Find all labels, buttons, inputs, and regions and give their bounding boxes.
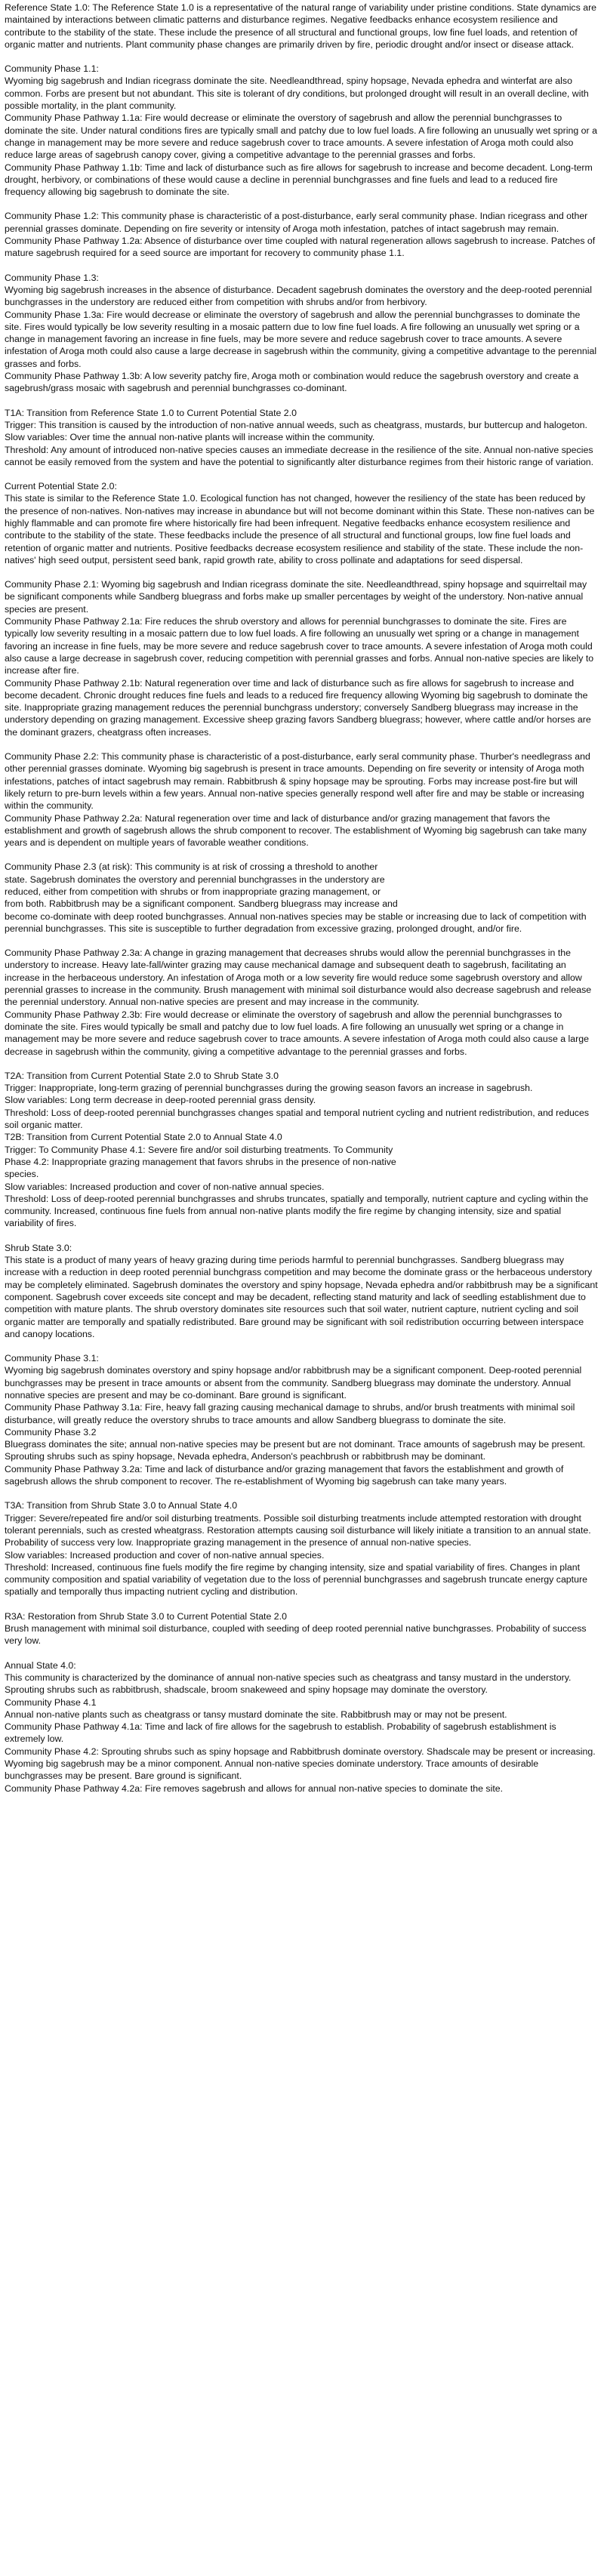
text-line: Reference State 1.0: The Reference State 1.0 is a representative of the natural range of variability under pristine conditions. State dynamics are maintained by interactions between climatic patterns and disturbance regimes. Negative feedbacks enhance ecosystem resilience and contribute to the stability of the state. These include the presence of all structural and functional groups, low fine fuel loads, and retention of organic matter and nutrients. Plant community phase changes are primarily driven by fire, periodic drought and/or insect or disease attack. xyxy=(5,2,597,50)
text-line: This community is characterized by the dominance of annual non-native species such as cheatgrass and tansy mustard in the understory. Sprouting shrubs such as rabbitbrush, shadscale, broom snakeweed and spiny hopsage may dominate the overstory. xyxy=(5,1672,572,1696)
text-line: Community Phase 4.2: Sprouting shrubs such as spiny hopsage and Rabbitbrush dominate overstory. Shadscale may be present or increasing. Wyoming big sagebrush may be a minor component. Annual non-native species dominate understory. Trace amounts of desirable bunchgrasses may be present. Bare ground is significant. xyxy=(5,1746,596,1782)
text-line: Community Phase 1.2: This community phase is characteristic of a post-disturbance, early seral community phase. Indian ricegrass and other perennial grasses dominate. Depending on fire severity or intensity of Aroga moth infestation, patches of intact sagebrush may remain. xyxy=(5,211,588,234)
section-block xyxy=(5,1242,598,1340)
text-line: Slow variables: Increased production and cover of non-native annual species. xyxy=(5,1549,325,1561)
text-line: Community Phase Pathway 1.2a: Absence of disturbance over time coupled with natural regeneration allows sagebrush to increase. Patches of mature sagebrush required for a seed source are important for recovery to community phase 1.1. xyxy=(5,236,596,259)
text-line: Wyoming big sagebrush dominates overstory and spiny hopsage and/or rabbitbrush may be a significant component. Deep-rooted perennial bunchgrasses may be present in trace amounts or absent from the community. Sandberg bluegrass may dominate the understory. Annual nonnative species are present and may be co-dominant. Bare ground is significant. xyxy=(5,1365,582,1400)
text-line: Community Phase Pathway 2.3b: Fire would decrease or eliminate the overstory of sagebrush and allow the perennial bunchgrasses to dominate the site. Fires would typically be small and patchy due to low fuel loads. A fire following an unusually wet spring or a change in management may be more severe and reduce sagebrush cover to trace amounts. A severe infestation of Aroga moth could also cause a large decrease in sagebrush within the community, giving a competitive advantage to the perennial grasses and forbs. xyxy=(5,1009,589,1057)
section-block xyxy=(5,2,598,51)
section-block xyxy=(5,750,598,849)
text-line: Annual State 4.0: xyxy=(5,1659,76,1671)
text-line: Community Phase 1.3: xyxy=(5,272,99,283)
text-line: from both. Rabbitbrush may be a significant component. Sandberg bluegrass may increase and xyxy=(5,898,398,910)
section-block xyxy=(5,861,598,935)
text-line: Threshold: Loss of deep-rooted perennial bunchgrasses changes spatial and temporal nutrient cycling and nutrient redistribution, and reduces soil organic matter. xyxy=(5,1107,590,1131)
section-block xyxy=(5,63,598,198)
section-block xyxy=(5,1070,598,1230)
text-line: Community Phase Pathway 1.1b: Time and lack of disturbance such as fire allows for sagebrush to increase and become decadent. Long-term drought, herbivory, or combinations of these would cause a decline in perennial bunchgrasses and fine fuels and lead to a reduced fire frequency allowing big sagebrush to dominate the site. xyxy=(5,162,593,198)
text-line: T2A: Transition from Current Potential State 2.0 to Shrub State 3.0 xyxy=(5,1070,279,1081)
section-block xyxy=(5,480,598,566)
text-line: Wyoming big sagebrush and Indian ricegrass dominate the site. Needleandthread, spiny hopsage, Nevada ephedra and winterfat are also common. Forbs are present but not abundant. This site is tolerant of dry conditions, but prolonged drought will result in an overall decline, with possible mortality, in the plant community. xyxy=(5,75,589,112)
section-block xyxy=(5,1610,598,1647)
text-line: Community Phase Pathway 1.1a: Fire would decrease or eliminate the overstory of sagebrush and allow the perennial bunchgrasses to dominate the site. Under natural conditions fires are typically small and patchy due to low fuel loads. A fire following an unusually wet spring or a change in management may be more severe and reduce sagebrush cover to trace amounts. A severe infestation of Aroga moth could also reduce large areas of sagebrush canopy cover, giving a competitive advantage to the perennial grasses and forbs. xyxy=(5,112,597,161)
section-block xyxy=(5,407,598,468)
text-line: species. xyxy=(5,1169,39,1180)
text-line: Community Phase Pathway 3.1a: Fire, heavy fall grazing causing mechanical damage to shrubs, and/or brush treatments with minimal soil disturbance, will greatly reduce the overstory shrubs to trace amounts and allow Sandberg bluegrass to dominate the site. xyxy=(5,1402,575,1425)
section-block xyxy=(5,578,598,738)
text-line: Community Phase 1.1: xyxy=(5,63,99,75)
text-line: Wyoming big sagebrush increases in the absence of disturbance. Decadent sagebrush dominates the overstory and the deep-rooted perennial bunchgrasses in the understory are reduced either from competition with shrubs and/or from herbivory. xyxy=(5,284,593,308)
text-line: Community Phase Pathway 2.1a: Fire reduces the shrub overstory and allows for perennial bunchgrasses to dominate the site. Fires are typically low severity resulting in a mosaic pattern due to low fuel loads. A fire following an unusually wet spring or a change in management favoring an increase in fine fuels, may be more severe and reduce sagebrush cover to trace amounts. A severe infestation of Aroga moth could also cause a large decrease in sagebrush cover, reducing competition with perennial grasses and forbs. Annual non-native species are likely to increase after fire. xyxy=(5,616,594,676)
text-line: Current Potential State 2.0: xyxy=(5,481,117,492)
text-line: Brush management with minimal soil disturbance, coupled with seeding of deep rooted perennial native bunchgrasses. Probability of success very low. xyxy=(5,1623,587,1647)
text-line: Shrub State 3.0: xyxy=(5,1242,72,1253)
text-line: T3A: Transition from Shrub State 3.0 to Annual State 4.0 xyxy=(5,1500,238,1511)
text-line: reduced, either from competition with shrubs or from inappropriate grazing management, or xyxy=(5,886,381,897)
text-line: Threshold: Loss of deep-rooted perennial bunchgrasses and shrubs truncates, spatially and temporally, nutrient capture and cycling within the community. Increased, continuous fine fuels from annual non-native plants modify the fire regime by changing intensity, size and spatial variability of fires. xyxy=(5,1193,589,1229)
text-line: state. Sagebrush dominates the overstory and perennial bunchgrasses in the understory are xyxy=(5,874,385,885)
section-block xyxy=(5,947,598,1058)
text-line: become co-dominate with deep rooted bunchgrasses. Annual non-natives species may be stable or increasing due to lack of competition with perennial bunchgrasses. This site is susceptible to further degradation from excessive grazing, prolonged drought, and/or fire. xyxy=(5,911,587,934)
text-line: T1A: Transition from Reference State 1.0 to Current Potential State 2.0 xyxy=(5,407,297,418)
text-line: Community Phase 1.3a: Fire would decrease or eliminate the overstory of sagebrush and allow the perennial bunchgrasses to dominate the site. Fires would typically be low severity resulting in a mosaic pattern due to low fine fuel loads. A fire following an unusually wet spring or a change in management favoring an increase in fine fuels, may be more severe and reduce sagebrush cover to trace amounts. A severe infestation of Aroga moth could also cause a large decrease in sagebrush within the community, giving a competitive advantage to the perennial grasses and forbs. xyxy=(5,309,597,369)
text-line: Community Phase 2.3 (at risk): This community is at risk of crossing a threshold to another xyxy=(5,861,378,873)
text-line: Slow variables: Increased production and cover of non-native annual species. xyxy=(5,1181,325,1192)
text-line: Threshold: Any amount of introduced non-native species causes an immediate decrease in the resilience of the site. Annual non-native species cannot be easily removed from the system and have the potential to significantly alter disturbance regimes from their historic range of variation. xyxy=(5,444,594,467)
text-line: Trigger: To Community Phase 4.1: Severe fire and/or soil disturbing treatments. To Community xyxy=(5,1144,393,1155)
text-line: R3A: Restoration from Shrub State 3.0 to Current Potential State 2.0 xyxy=(5,1610,287,1622)
text-line: This state is a product of many years of heavy grazing during time periods harmful to perennial bunchgrasses. Sandberg bluegrass may increase with a reduction in deep rooted perennial bunchgrass competition and may become the dominate grass or the herbaceous understory may be completely eliminated. Sagebrush dominates the overstory and spiny hopsage, Nevada ephedra and/or rabbitbrush may be a significant component. Sagebrush cover exceeds site concept and may be decadent, reflecting stand maturity and lack of seedling establishment due to competition with mature plants. The shrub overstory dominates site resources such that soil water, nutrient capture, nutrient cycling and soil organic matter are temporally and spatially redistributed. Bare ground may be significant with soil redistribution occurring between interspace and canopy locations. xyxy=(5,1255,598,1339)
section-block xyxy=(5,210,598,259)
text-line: Community Phase Pathway 2.3a: A change in grazing management that decreases shrubs would allow the perennial bunchgrasses in the understory to increase. Heavy late-fall/winter grazing may cause mechanical damage and subsequent death to sagebrush, facilitating an increase in the herbaceous understory. An infestation of Aroga moth or a low severity fire would reduce some sagebrush overstory and allow perennial grasses to increase in the community. Brush management with minimal soil disturbance would also decrease sagebrush and release the perennial understory. Annual non-native species are present and may increase in the community. xyxy=(5,948,592,1008)
text-line: Bluegrass dominates the site; annual non-native species may be present but are not dominant. Trace amounts of sagebrush may be present. Sprouting shrubs such as spiny hopsage, Nevada ephedra, Anderson's peachbrush or rabbitbrush may be dominant. xyxy=(5,1439,586,1462)
text-line: Community Phase Pathway 2.2a: Natural regeneration over time and lack of disturbance and/or grazing management that favors the establishment and growth of sagebrush allows the shrub component to recover. The establishment of Wyoming big sagebrush can take many years and is dependent on multiple years of favorable weather conditions. xyxy=(5,812,587,849)
text-line: Community Phase 3.1: xyxy=(5,1353,99,1364)
text-line: Trigger: Inappropriate, long-term grazing of perennial bunchgrasses during the growing season favors an increase in sagebrush. xyxy=(5,1083,533,1094)
text-line: Community Phase 2.2: This community phase is characteristic of a post-disturbance, early seral community phase. Thurber's needlegrass and other perennial grasses dominate. Wyoming big sagebrush is present in trace amounts. Depending on fire severity or intensity of Aroga moth infestations, patches of intact sagebrush may remain. Rabbitbrush & spiny hopsage may be sprouting. Forbs may increase post-fire but will likely return to pre-burn levels within a few years. Annual non-native species generally respond well after fire and may be stable or increasing within the community. xyxy=(5,751,590,812)
section-block xyxy=(5,272,598,395)
section-block xyxy=(5,1659,598,1795)
text-line: Community Phase Pathway 4.1a: Time and lack of fire allows for the sagebrush to establish. Probability of sagebrush establishment is extremely low. xyxy=(5,1721,556,1745)
text-line: Community Phase Pathway 3.2a: Time and lack of disturbance and/or grazing management that favors the establishment and growth of sagebrush allows the shrub component to recover. The re-establishment of Wyoming big sagebrush can take many years. xyxy=(5,1463,564,1487)
text-line: Community Phase 3.2 xyxy=(5,1426,97,1437)
text-line: Trigger: Severe/repeated fire and/or soil disturbing treatments. Possible soil disturbing treatments include attempted restoration with drought tolerant perennials, such as crested wheatgrass. Restoration attempts causing soil disturbance will likely initiate a transition to an annual state. Probability of success very low. Inappropriate grazing management in the presence of annual non-native species. xyxy=(5,1512,591,1548)
text-line: Community Phase Pathway 2.1b: Natural regeneration over time and lack of disturbance such as fire allows for sagebrush to increase and become decadent. Chronic drought reduces fine fuels and leads to a reduced fire frequency allowing Wyoming big sagebrush to dominate the site. Inappropriate grazing management reduces the perennial bunchgrass understory; conversely Sandberg bluegrass may increase in the understory depending on grazing management. Excessive sheep grazing favors Sandberg bluegrass; however, where cattle and/or horses are the dominant grazers, cheatgrass often increases. xyxy=(5,677,591,738)
text-line: Community Phase Pathway 1.3b: A low severity patchy fire, Aroga moth or combination would reduce the sagebrush overstory and create a sagebrush/grass mosaic with sagebrush and perennial bunchgrasses co-dominant. xyxy=(5,371,579,394)
text-line: Threshold: Increased, continuous fine fuels modify the fire regime by changing intensity, size and spatial variability of fires. Changes in plant community composition and spatial variability of vegetation due to the loss of perennial bunchgrasses and sagebrush truncate energy capture spatially and temporally thus impacting nutrient cycling and distribution. xyxy=(5,1561,587,1598)
text-line: Community Phase 2.1: Wyoming big sagebrush and Indian ricegrass dominate the site. Needleandthread, spiny hopsage and squirreltail may be significant components while Sandberg bluegrass and forbs make up smaller percentages by weight of the understory. Non-native annual species are present. xyxy=(5,579,587,615)
text-line: Annual non-native plants such as cheatgrass or tansy mustard dominate the site. Rabbitbrush may or may not be present. xyxy=(5,1709,507,1720)
text-line: T2B: Transition from Current Potential State 2.0 to Annual State 4.0 xyxy=(5,1132,282,1143)
section-block xyxy=(5,1352,598,1487)
text-line: Community Phase Pathway 4.2a: Fire removes sagebrush and allows for annual non-native species to dominate the site. xyxy=(5,1783,504,1794)
text-line: Phase 4.2: Inappropriate grazing management that favors shrubs in the presence of non-native xyxy=(5,1156,396,1167)
text-line: Trigger: This transition is caused by the introduction of non-native annual weeds, such as cheatgrass, mustards, bur buttercup and halogeton. xyxy=(5,419,587,430)
section-block xyxy=(5,1499,598,1598)
text-line: Slow variables: Over time the annual non-native plants will increase within the community. xyxy=(5,432,375,443)
text-line: This state is similar to the Reference State 1.0. Ecological function has not changed, however the resiliency of the state has been reduced by the presence of non-natives. Non-natives may increase in abundance but will not become dominant within this State. These non-natives can be highly flammable and can promote fire where historically fire had been infrequent. Negative feedbacks enhance ecosystem resilience and contribute to the stability of the state. These feedbacks include the presence of all structural and functional groups, low fine fuel loads and retention of organic matter and nutrients. Positive feedbacks decrease ecosystem resilience and stability of the state. These include the non-natives' high seed output, persistent seed bank, rapid growth rate, ability to cross pollinate and adaptations for seed dispersal. xyxy=(5,493,595,565)
text-line: Slow variables: Long term decrease in deep-rooted perennial grass density. xyxy=(5,1095,316,1106)
text-line: Community Phase 4.1 xyxy=(5,1696,97,1708)
